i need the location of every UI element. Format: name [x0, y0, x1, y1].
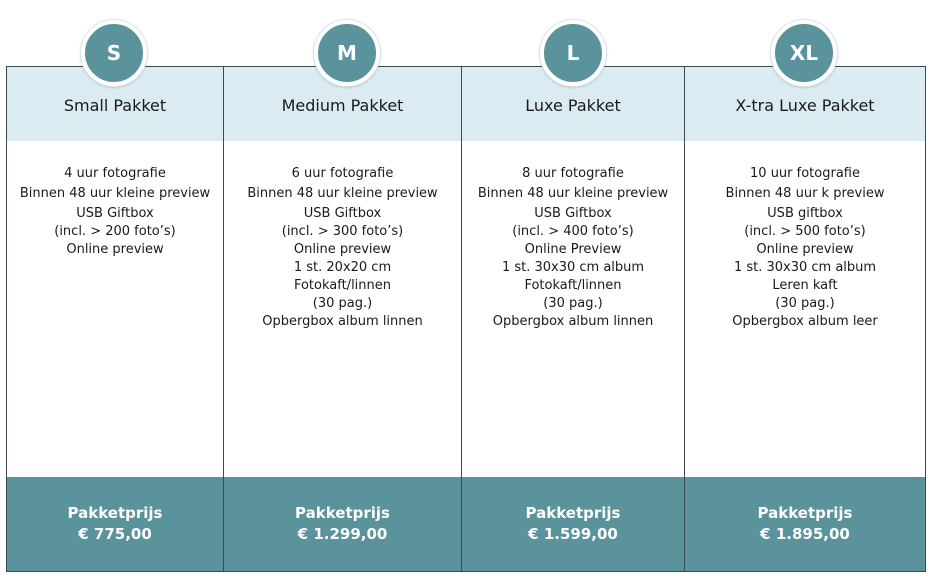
feature-usb-title: USB Giftbox — [534, 206, 612, 221]
badge-medium: M — [314, 20, 380, 86]
feature-hours: 4 uur fotografie — [64, 166, 166, 181]
price-label: Pakketprijs — [67, 504, 163, 522]
package-column-small[interactable] — [6, 67, 223, 571]
feature-usb-detail: (incl. > 400 foto’s) — [512, 224, 634, 239]
feature-usb-title: USB Giftbox — [76, 206, 154, 221]
feature-preview: Binnen 48 uur kleine preview — [19, 186, 211, 201]
package-features — [685, 141, 925, 477]
package-title: Luxe Pakket — [462, 67, 684, 141]
price-block — [685, 477, 925, 571]
feature-album-pages: (30 pag.) — [775, 296, 835, 311]
feature-usb — [744, 205, 865, 241]
package-features — [224, 141, 461, 477]
feature-storage-box: Opbergbox album linnen — [492, 314, 654, 329]
feature-preview: Binnen 48 uur kleine preview — [477, 186, 669, 201]
package-features — [462, 141, 684, 477]
package-title: Medium Pakket — [224, 67, 461, 141]
package-column-xtra-luxe[interactable] — [684, 67, 926, 571]
badge-xtra-luxe: XL — [771, 20, 837, 86]
feature-usb — [512, 205, 633, 241]
price-value: € 1.299,00 — [297, 525, 388, 543]
price-label: Pakketprijs — [757, 504, 853, 522]
price-value: € 1.895,00 — [760, 525, 850, 543]
feature-album-cover: Fotokaft/linnen — [293, 278, 392, 293]
feature-preview: Binnen 48 uur kleine preview — [247, 186, 438, 201]
price-value: € 1.599,00 — [528, 525, 618, 543]
price-block — [224, 477, 461, 571]
feature-preview: Binnen 48 uur k preview — [725, 186, 885, 201]
feature-online-preview: Online preview — [756, 242, 854, 257]
feature-usb-detail: (incl. > 500 foto’s) — [744, 224, 866, 239]
feature-hours: 6 uur fotografie — [291, 166, 394, 181]
feature-hours: 8 uur fotografie — [522, 166, 624, 181]
feature-usb-title: USB Giftbox — [303, 206, 382, 221]
feature-album-size: 1 st. 30x30 cm album — [733, 260, 877, 275]
feature-usb — [54, 205, 175, 241]
feature-usb-detail: (incl. > 200 foto’s) — [54, 224, 176, 239]
feature-album — [294, 259, 391, 313]
feature-usb — [282, 205, 403, 241]
feature-album-cover: Fotokaft/linnen — [524, 278, 622, 293]
feature-storage-box: Opbergbox album linnen — [262, 314, 423, 329]
feature-usb-detail: (incl. > 300 foto’s) — [281, 224, 404, 239]
feature-album-size: 1 st. 20x20 cm — [293, 260, 392, 275]
price-value: € 775,00 — [78, 525, 152, 543]
price-label: Pakketprijs — [295, 504, 390, 522]
feature-album-pages: (30 pag.) — [543, 296, 603, 311]
badge-small: S — [81, 20, 147, 86]
feature-album-cover: Leren kaft — [772, 278, 838, 293]
price-label: Pakketprijs — [525, 504, 621, 522]
package-column-luxe[interactable] — [461, 67, 684, 571]
feature-album-pages: (30 pag.) — [312, 296, 373, 311]
feature-hours: 10 uur fotografie — [750, 166, 860, 181]
feature-album — [734, 259, 876, 313]
feature-usb-title: USB giftbox — [767, 206, 843, 221]
package-title: X-tra Luxe Pakket — [685, 67, 925, 141]
feature-online-preview: Online Preview — [524, 242, 622, 257]
pricing-table — [6, 66, 926, 572]
feature-storage-box: Opbergbox album leer — [732, 314, 878, 329]
price-block — [462, 477, 684, 571]
feature-online-preview: Online preview — [293, 242, 392, 257]
feature-album — [502, 259, 644, 313]
package-title: Small Pakket — [7, 67, 223, 141]
package-column-medium[interactable] — [223, 67, 461, 571]
price-block — [7, 477, 223, 571]
feature-online-preview: Online preview — [66, 242, 164, 257]
package-features — [7, 141, 223, 477]
feature-album-size: 1 st. 30x30 cm album — [501, 260, 645, 275]
badge-luxe: L — [540, 20, 606, 86]
